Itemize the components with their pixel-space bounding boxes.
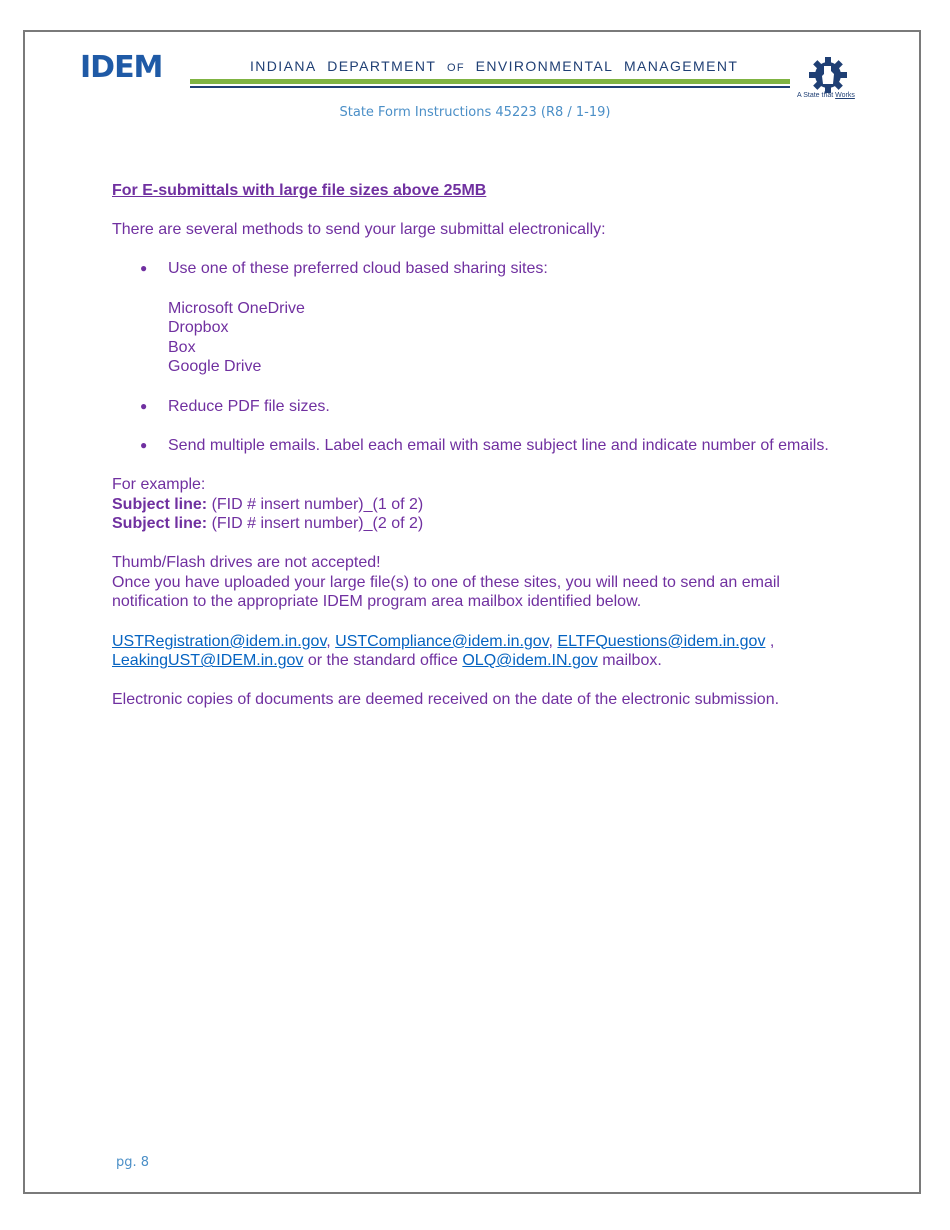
email-link-eltf-questions[interactable]: ELTFQuestions@idem.in.gov xyxy=(557,632,766,650)
subject-line-example xyxy=(112,514,842,534)
document-body xyxy=(112,181,842,710)
idem-logo: IDEM xyxy=(80,50,163,85)
thumb-drive-warning: Thumb/Flash drives are not accepted! xyxy=(112,554,381,572)
cloud-site-item: Microsoft OneDrive xyxy=(168,299,305,317)
seal-tagline-emph: Works xyxy=(835,92,855,99)
dept-word-environmental: ENVIRONMENTAL xyxy=(475,58,614,74)
closing-statement: Electronic copies of documents are deemed received on the date of the electronic submission. xyxy=(112,691,780,709)
email-link-ust-compliance[interactable]: USTCompliance@idem.in.gov xyxy=(335,632,549,650)
intro-text: There are several methods to send your large submittal electronically: xyxy=(112,221,606,239)
subject-label: Subject line: xyxy=(112,515,208,533)
seal-tagline xyxy=(797,92,855,99)
bullet-item-multiple-emails xyxy=(112,436,842,456)
subject-value: (FID # insert number)_(2 of 2) xyxy=(211,515,424,533)
header-rule-blue xyxy=(190,86,790,88)
bullet-dot-icon: ● xyxy=(140,261,148,276)
dept-word-management: MANAGEMENT xyxy=(623,58,739,74)
cloud-site-item: Google Drive xyxy=(168,358,262,376)
bullet-text: Reduce PDF file sizes. xyxy=(168,397,330,415)
dept-word-indiana: INDIANA xyxy=(250,58,317,74)
dept-word-of: OF xyxy=(446,62,466,74)
subject-line-example xyxy=(112,495,842,515)
form-identifier: State Form Instructions 45223 (R8 / 1-19) xyxy=(339,105,611,120)
page-number: pg. 8 xyxy=(116,1155,150,1170)
upload-note: Once you have uploaded your large file(s) to one of these sites, you will need to send an email notification to the appropriate IDEM program area mailbox identified below. xyxy=(112,573,780,611)
bullet-text: Send multiple emails. Label each email with same subject line and indicate number of emails. xyxy=(168,436,829,454)
header-rule-green xyxy=(190,79,790,84)
email-link-ust-registration[interactable]: USTRegistration@idem.in.gov xyxy=(112,632,327,650)
bullet-dot-icon: ● xyxy=(140,437,148,452)
dept-word-department: DEPARTMENT xyxy=(327,58,437,74)
department-name xyxy=(250,58,738,74)
cloud-site-item: Dropbox xyxy=(168,319,229,337)
bullet-dot-icon: ● xyxy=(140,398,148,413)
subject-label: Subject line: xyxy=(112,495,208,513)
email-link-leaking-ust[interactable]: LeakingUST@IDEM.in.gov xyxy=(112,652,304,670)
cloud-site-item: Box xyxy=(168,338,196,356)
cloud-site-list xyxy=(112,299,842,377)
section-heading: For E-submittals with large file sizes above 25MB xyxy=(112,182,487,199)
subject-value: (FID # insert number)_(1 of 2) xyxy=(211,495,424,513)
email-link-olq[interactable]: OLQ@idem.IN.gov xyxy=(462,652,598,670)
example-intro: For example: xyxy=(112,475,206,493)
email-list: USTRegistration@idem.in.gov, USTCompliance@idem.in.gov, ELTFQuestions@idem.in.gov , LeakingUST@IDEM.in.gov or the standard office OLQ@idem.IN.gov mailbox. xyxy=(112,632,775,670)
bullet-item-reduce-pdf xyxy=(112,397,842,417)
bullet-item-cloud xyxy=(112,259,842,279)
bullet-text: Use one of these preferred cloud based sharing sites: xyxy=(168,260,548,278)
seal-tagline-prefix: A State that xyxy=(797,92,836,99)
